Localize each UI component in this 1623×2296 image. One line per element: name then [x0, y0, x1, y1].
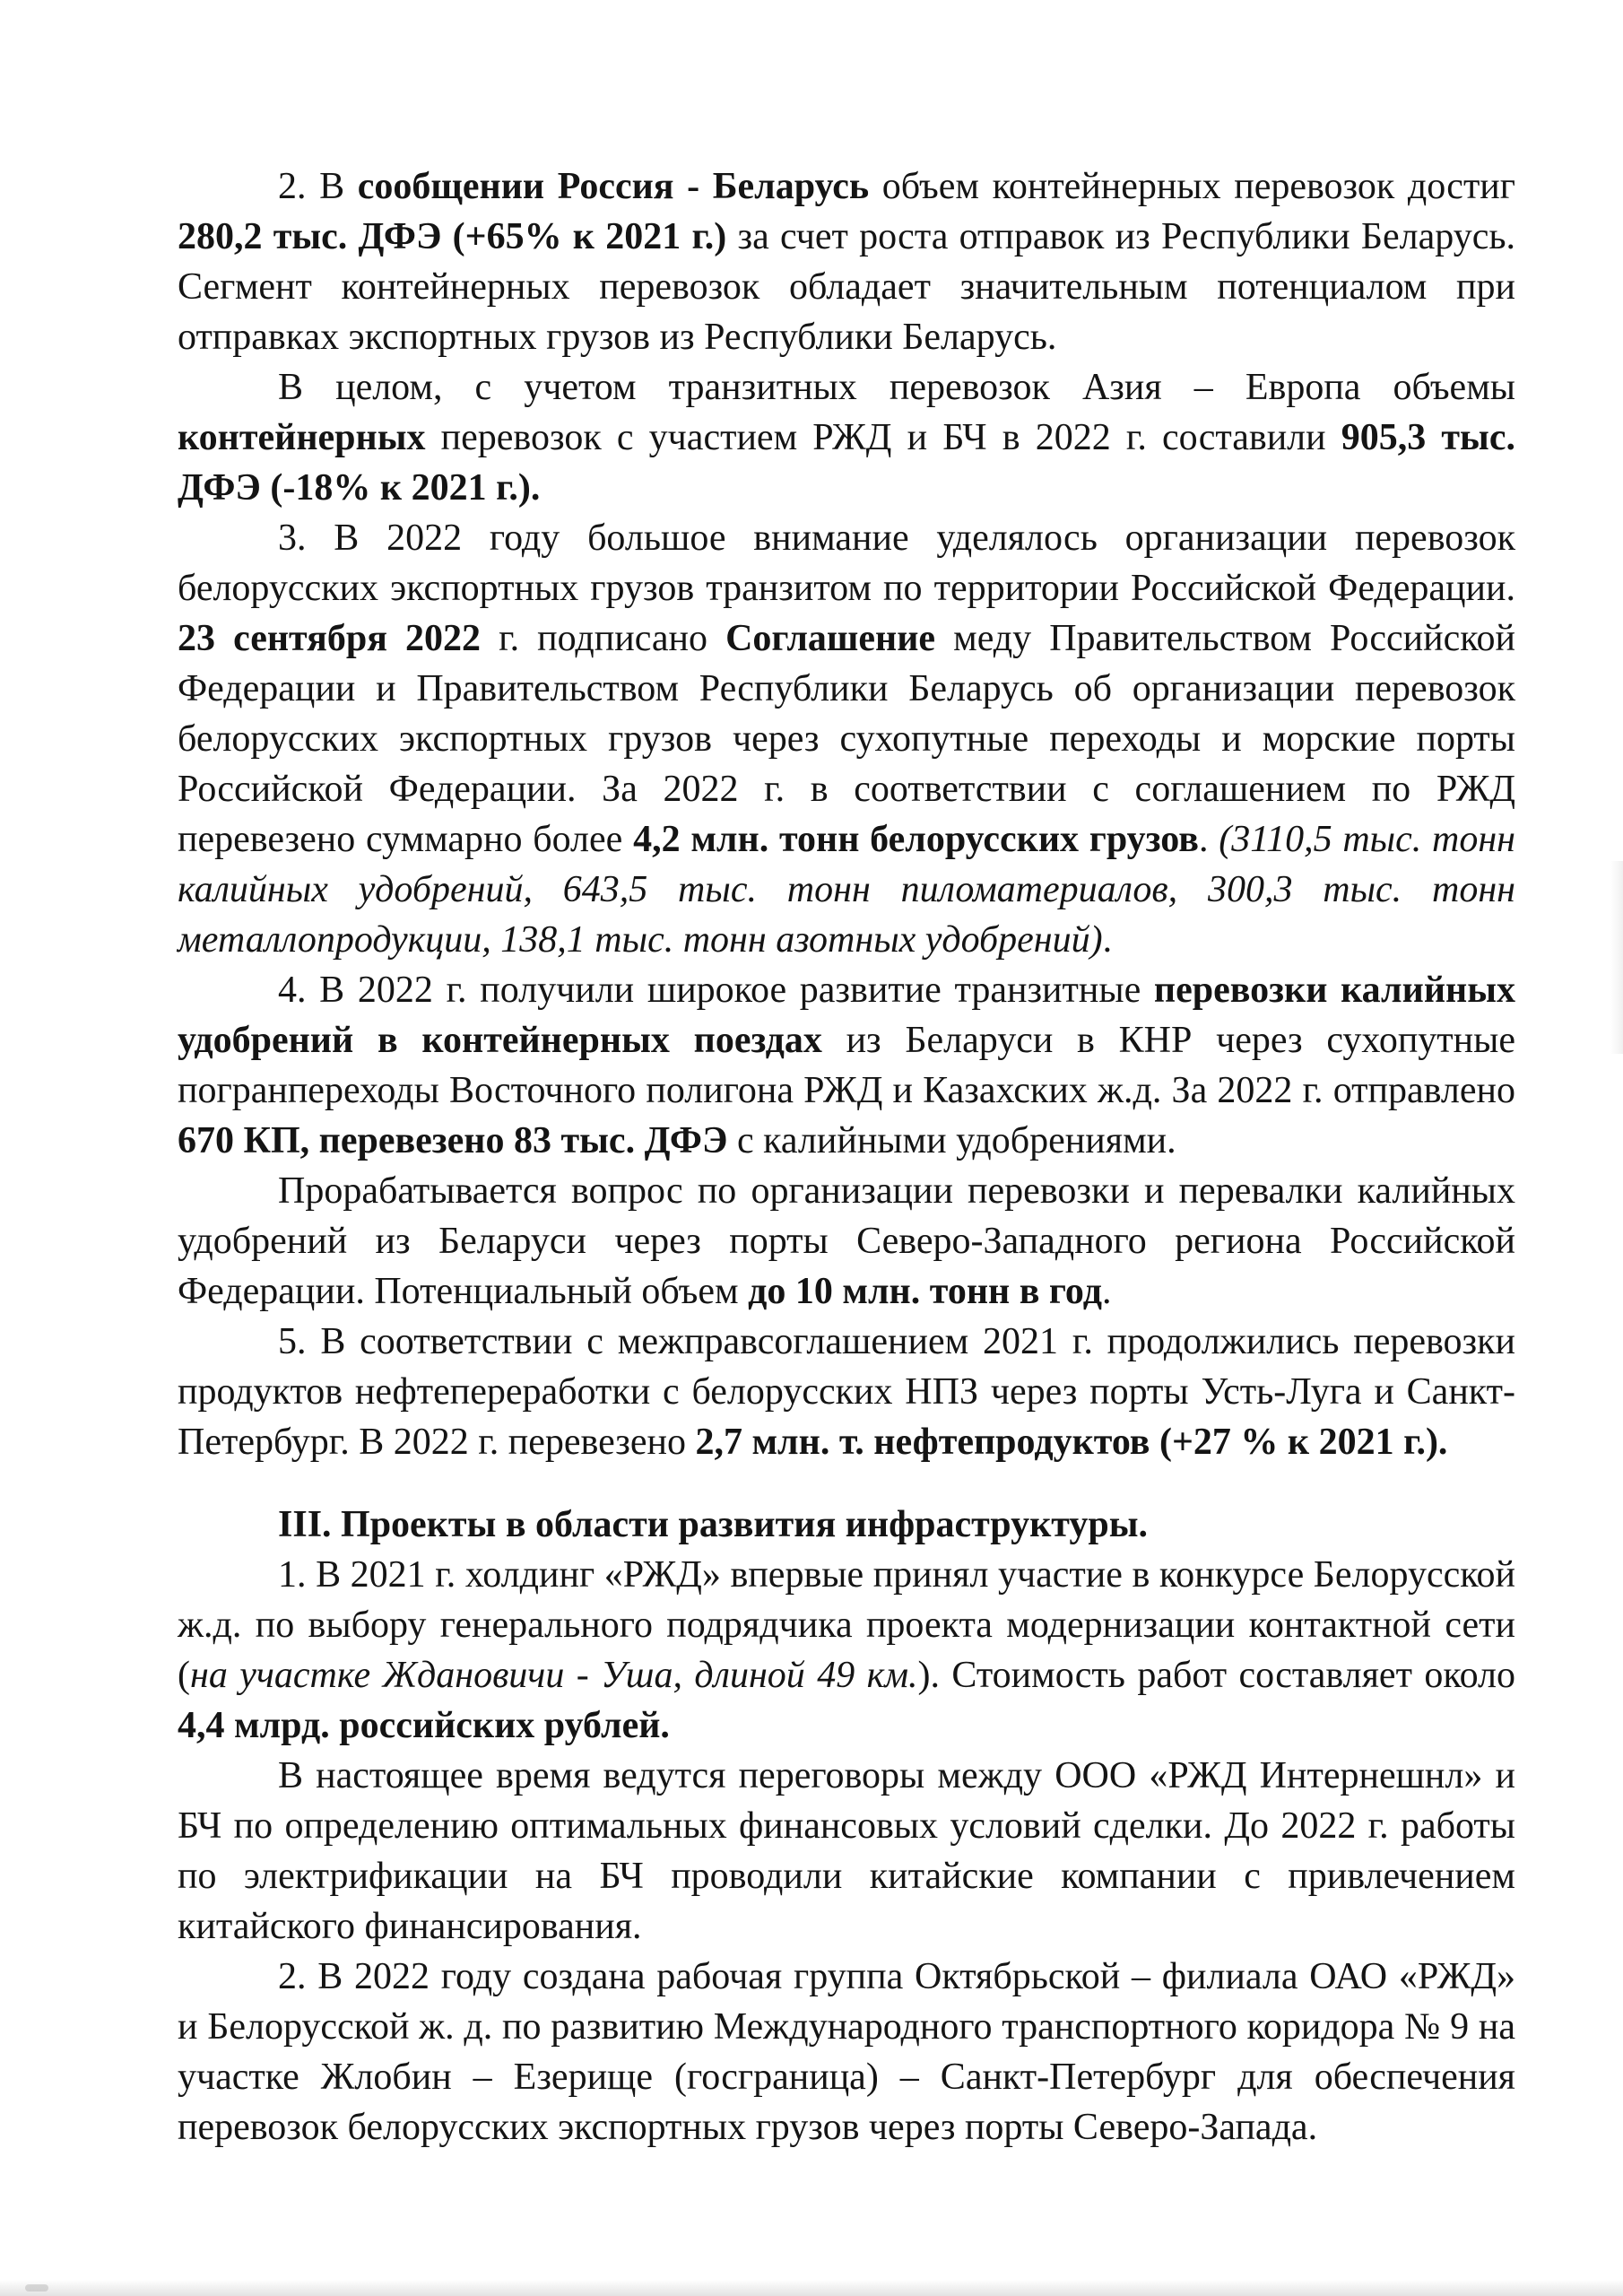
text-run: перевозок с участием РЖД и БЧ в 2022 г. составили: [425, 417, 1341, 458]
paragraph-7: [178, 1550, 1515, 1751]
text-run: В целом, с учетом транзитных перевозок Азия – Европа объемы: [278, 367, 1515, 408]
text-run: ). Стоимость работ составляет около: [917, 1655, 1515, 1696]
paragraph-5: [178, 1166, 1515, 1317]
text-run: 1. В 2021 г. холдинг «РЖД» впервые принял участие в конкурсе Белорусской ж.д. по выбору генерального подрядчика проекта модернизации контактной сети (: [178, 1554, 1515, 1696]
text-run: 4,4 млрд. российских рублей.: [178, 1705, 670, 1746]
text-run: объем контейнерных перевозок достиг: [869, 166, 1516, 207]
text-run: III. Проекты в области развития инфраструктуры.: [278, 1504, 1148, 1545]
paragraph-6: [178, 1317, 1515, 1467]
text-run: за счет роста отправок из Республики Беларусь. Сегмент контейнерных перевозок обладает значительным потенциалом при отправках экспортных грузов из Республики Беларусь.: [178, 216, 1515, 358]
text-run: с калийными удобрениями.: [727, 1120, 1176, 1161]
text-run: сообщении Россия - Беларусь: [357, 166, 870, 207]
text-run: .: [1101, 1271, 1112, 1312]
text-run: В настоящее время ведутся переговоры между ООО «РЖД Интернешнл» и БЧ по определению оптимальных финансовых условий сделки. До 2022 г. работы по электрификации на БЧ проводили китайские компании с привлечением китайского финансирования.: [178, 1755, 1515, 1947]
scan-artifact-right: [1610, 861, 1623, 1054]
text-run: 2,7 млн. т. нефтепродуктов (+27 % к 2021 г.).: [695, 1422, 1448, 1463]
paragraph-2: [178, 362, 1515, 513]
text-run: г. подписано: [481, 618, 726, 659]
text-run: контейнерных: [178, 417, 426, 458]
text-run: 23 сентября 2022: [178, 618, 482, 659]
text-run: 670 КП, перевезено 83 тыс. ДФЭ: [178, 1120, 728, 1161]
text-run: меду Правительством Российской Федерации и Правительством Республики Беларусь об организации перевозок белорусских экспортных грузов через сухопутные переходы и морские порты Российской Федерации. За 2022 г. в соответствии с соглашением по РЖД перевезено суммарно более: [178, 618, 1515, 860]
text-run: перевозки калийных удобрений в контейнерных поездах: [178, 970, 1516, 1061]
text-run: до 10 млн. тонн в год: [748, 1271, 1102, 1312]
text-run: Соглашение: [725, 618, 936, 659]
paragraph-4: [178, 965, 1515, 1166]
text-run: (3110,5 тыс. тонн калийных удобрений, 643,5 тыс. тонн пиломатериалов, 300,3 тыс. тонн металлопродукции, 138,1 тыс. тонн азотных удобрений): [178, 819, 1516, 961]
paragraph-1: [178, 161, 1515, 362]
text-run: 4. В 2022 г. получили широкое развитие транзитные: [278, 970, 1154, 1011]
paragraph-9: [178, 1952, 1515, 2152]
text-run: на участке Ждановичи - Уша, длиной 49 км.: [190, 1655, 918, 1696]
scan-shadow-bottom: [0, 2280, 1623, 2296]
text-run: 280,2 тыс. ДФЭ (+65% к 2021 г.): [178, 216, 727, 257]
text-run: .: [1198, 819, 1219, 860]
scan-speck: [25, 2284, 48, 2292]
document-page-text: [178, 161, 1515, 2152]
text-run: 905,3 тыс. ДФЭ (-18% к 2021 г.).: [178, 417, 1515, 509]
text-run: 4,2 млн. тонн белорусских грузов: [633, 819, 1199, 860]
text-run: 2. В 2022 году создана рабочая группа Октябрьской – филиала ОАО «РЖД» и Белорусской ж. д. по развитию Международного транспортного коридора № 9 на участке Жлобин – Езерище (госграница) – Санкт-Петербург для обеспечения перевозок белорусских экспортных грузов через порты Северо-Запада.: [178, 1956, 1515, 2148]
text-run: из Беларуси в КНР через сухопутные погранпереходы Восточного полигона РЖД и Казахских ж.д. За 2022 г. отправлено: [178, 1020, 1515, 1111]
text-run: 2. В: [278, 166, 358, 207]
section-heading-iii: [178, 1500, 1515, 1550]
text-run: Прорабатывается вопрос по организации перевозки и перевалки калийных удобрений из Беларуси через порты Северо-Западного региона Российской Федерации. Потенциальный объем: [178, 1170, 1515, 1312]
paragraph-3: [178, 513, 1515, 965]
text-run: 5. В соответствии с межправсоглашением 2021 г. продолжились перевозки продуктов нефтепереработки с белорусских НПЗ через порты Усть-Луга и Санкт-Петербург. В 2022 г. перевезено: [178, 1321, 1515, 1463]
text-run: 3. В 2022 году большое внимание уделялось организации перевозок белорусских экспортных грузов транзитом по территории Российской Федерации.: [178, 517, 1515, 609]
paragraph-8: [178, 1751, 1515, 1952]
text-run: .: [1102, 919, 1113, 961]
